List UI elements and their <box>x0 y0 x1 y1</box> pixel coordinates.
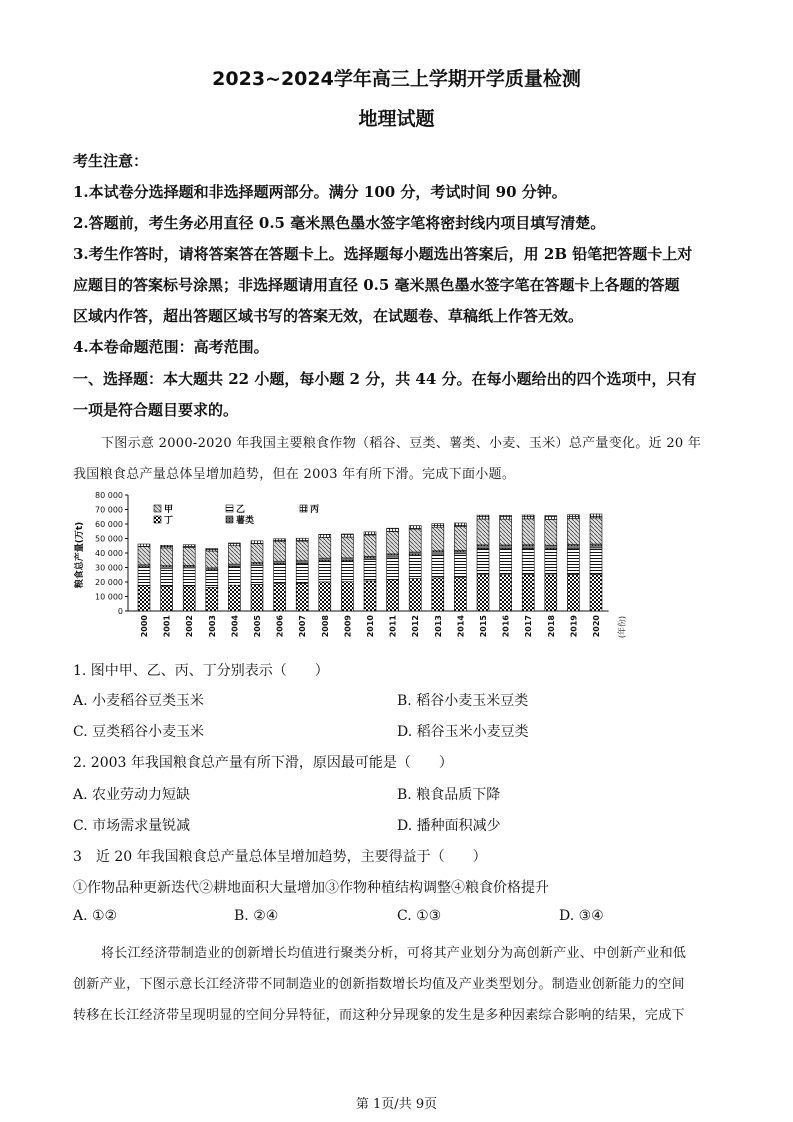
bar-segment-bing <box>274 539 286 542</box>
bar-segment-ding <box>364 581 376 611</box>
x-tick-label: 2019 <box>569 615 579 638</box>
bar-segment-yi <box>319 561 331 582</box>
bar-segment-bing <box>545 516 557 520</box>
bar-segment-bing <box>296 538 308 541</box>
bar <box>206 549 218 611</box>
y-tick-label: 60 000 <box>95 520 123 529</box>
bar-segment-yi <box>409 555 421 578</box>
bar-segment-jia <box>409 529 421 552</box>
bar-segment-yi <box>228 567 240 585</box>
x-tick-label: 2012 <box>411 615 421 638</box>
bar <box>432 524 444 611</box>
bar-segment-ding <box>409 579 421 611</box>
x-tick-label: 2017 <box>524 615 534 638</box>
bar-segment-shu <box>319 558 331 561</box>
bar-segment-bing <box>432 524 444 527</box>
bar-segment-yi <box>387 557 399 579</box>
exam-title: 2023~2024学年高三上学期开学质量检测 <box>212 68 581 90</box>
bar-segment-ding <box>251 584 263 611</box>
notice-item: 2.答题前，考生务必用直径 0.5 毫米黑色墨水签字笔将密封线内项目填写清楚。 <box>73 214 606 232</box>
bar-segment-yi <box>500 549 512 575</box>
bar-segment-shu <box>409 552 421 555</box>
bar-segment-ding <box>432 578 444 611</box>
x-tick-label: 2006 <box>275 615 285 638</box>
bar-segment-bing <box>251 541 263 544</box>
bar-segment-jia <box>567 519 579 545</box>
bar-segment-bing <box>409 526 421 529</box>
bar-segment-shu <box>522 545 534 549</box>
bar-segment-ding <box>545 575 557 611</box>
bar <box>296 538 308 611</box>
x-tick-label: 2014 <box>456 615 466 638</box>
page-number: 第 1页/共 9页 <box>355 1097 438 1112</box>
legend-label: 乙 <box>236 505 246 515</box>
y-tick-label: 20 000 <box>95 578 123 587</box>
bar-segment-shu <box>183 565 195 568</box>
bar-segment-yi <box>341 561 353 582</box>
legend-entry <box>226 514 254 526</box>
x-tick-label: 2001 <box>162 615 172 638</box>
bar-segment-shu <box>432 551 444 554</box>
bar-segment-jia <box>228 546 240 564</box>
bar-segment-bing <box>161 545 173 548</box>
x-tick-label: 2010 <box>366 615 375 638</box>
bar <box>454 523 466 611</box>
bar <box>409 526 421 611</box>
bar-segment-ding <box>477 575 489 611</box>
legend-entry <box>154 515 173 526</box>
intro-paragraph: 创新产业，下图示意长江经济带不同制造业的创新指数增长均值及产业类型划分。制造业创新能力的空间 <box>73 977 685 992</box>
section-heading: 一、选择题：本大题共 22 小题，每小题 2 分，共 44 分。在每小题给出的四个选项中，只有 <box>73 370 697 388</box>
bar-segment-yi <box>590 548 602 574</box>
bar-segment-shu <box>274 561 286 564</box>
bar-segment-jia <box>500 519 512 545</box>
bar-segment-jia <box>206 551 218 568</box>
legend-swatch <box>154 505 161 512</box>
bar-segment-shu <box>251 563 263 566</box>
bar-segment-jia <box>454 527 466 551</box>
bar-segment-jia <box>319 537 331 558</box>
question-3-stem: 3 近 20 年我国粮食总产量总体呈增加趋势，主要得益于（ ） <box>73 849 487 865</box>
bar-segment-shu <box>364 556 376 559</box>
bar-segment-bing <box>183 545 195 548</box>
notice-item: 区域内作答，超出答题区域书写的答案无效，在试题卷、草稿纸上作答无效。 <box>73 307 584 325</box>
notice-item: 4.本卷命题范围：高考范围。 <box>73 338 269 356</box>
bar-segment-bing <box>522 515 534 519</box>
bar-segment-bing <box>341 534 353 537</box>
y-tick-label: 0 <box>117 607 123 616</box>
bar-segment-shu <box>590 544 602 548</box>
intro-paragraph: 下图示意 2000-2020 年我国主要粮食作物（稻谷、豆类、薯类、小麦、玉米）总产量变化。近 20 年 <box>101 436 702 451</box>
legend-entry <box>226 504 245 515</box>
bar-segment-bing <box>206 549 218 551</box>
x-tick-label: 2007 <box>298 615 308 638</box>
bar-segment-jia <box>477 519 489 545</box>
bar <box>567 515 579 611</box>
intro-paragraph: 将长江经济带制造业的创新增长均值进行聚类分析，可将其产业划分为高创新产业、中创新产业和低 <box>101 946 687 961</box>
bar-segment-ding <box>454 578 466 611</box>
bar-segment-ding <box>387 580 399 611</box>
x-tick-label: 2002 <box>185 615 195 638</box>
bar-segment-shu <box>454 550 466 554</box>
bar-segment-jia <box>251 544 263 563</box>
subject-title: 地理试题 <box>358 108 435 130</box>
y-tick-label: 70 000 <box>95 505 123 515</box>
legend-swatch <box>226 516 233 523</box>
question-2-option-a[interactable]: A. 农业劳动力短缺 <box>73 787 191 803</box>
bar-segment-bing <box>228 543 240 546</box>
bar <box>319 534 331 611</box>
x-tick-label: 2013 <box>433 615 443 638</box>
x-tick-label: 2016 <box>501 615 511 638</box>
notice-item: 1.本试卷分选择题和非选择题两部分。满分 100 分，考试时间 90 分钟。 <box>73 183 567 201</box>
bar-segment-ding <box>274 584 286 611</box>
bar-segment-ding <box>228 585 240 611</box>
legend-entry <box>154 504 173 515</box>
bar <box>477 515 489 611</box>
question-2-option-d[interactable]: D. 播种面积减少 <box>397 818 501 834</box>
bar <box>183 545 195 611</box>
bar-segment-shu <box>206 568 218 570</box>
bar <box>228 543 240 611</box>
bar-segment-shu <box>138 565 150 568</box>
intro-paragraph: 转移在长江经济带呈现明显的空间分异特征，而这种分异现象的发生是多种因素综合影响的结果，完成下 <box>73 1008 685 1023</box>
bar-segment-yi <box>138 567 150 585</box>
x-tick-label: 2020 <box>592 615 601 638</box>
legend-label: 甲 <box>164 505 174 515</box>
legend-swatch <box>300 505 307 512</box>
bar-segment-yi <box>296 564 308 584</box>
x-tick-label: 2005 <box>253 615 262 638</box>
notice-item: 应题目的答案标号涂黑；非选择题请用直径 0.5 毫米黑色墨水签字笔在答题卡上各题的答题 <box>73 276 680 294</box>
bar-segment-jia <box>296 541 308 561</box>
bar-segment-jia <box>161 548 173 566</box>
chart-bars <box>138 514 602 637</box>
bar <box>364 532 376 611</box>
bar-segment-jia <box>590 518 602 544</box>
question-3-option-b[interactable]: B. ②④ <box>234 908 279 924</box>
bar-segment-ding <box>183 586 195 611</box>
legend-swatch <box>226 505 233 512</box>
bar-segment-jia <box>522 519 534 545</box>
bar-segment-bing <box>567 515 579 519</box>
bar-segment-yi <box>274 564 286 583</box>
bar-segment-ding <box>522 575 534 611</box>
x-tick-label: 2003 <box>207 615 217 638</box>
section-heading: 一项是符合题目要求的。 <box>73 401 239 419</box>
bar-segment-shu <box>296 561 308 564</box>
bar-segment-ding <box>138 586 150 611</box>
y-tick-label: 10 000 <box>95 592 123 602</box>
legend-swatch <box>154 516 161 523</box>
legend-entry <box>300 503 319 515</box>
bar-segment-ding <box>567 574 579 611</box>
bar-segment-bing <box>477 515 489 519</box>
question-1-option-d[interactable]: D. 稻谷玉米小麦豆类 <box>397 724 529 740</box>
x-tick-label: 2000 <box>140 615 149 638</box>
bar-segment-shu <box>228 564 240 567</box>
bar-segment-bing <box>364 532 376 535</box>
bar-segment-shu <box>161 566 173 569</box>
bar-segment-shu <box>387 554 399 557</box>
y-tick-label: 40 000 <box>95 549 123 558</box>
question-1-option-c[interactable]: C. 豆类稻谷小麦玉米 <box>73 724 205 740</box>
bar-segment-ding <box>590 574 602 611</box>
bar-segment-ding <box>500 575 512 611</box>
bar-segment-bing <box>387 528 399 531</box>
y-tick-label: 30 000 <box>95 563 123 573</box>
legend-label: 丁 <box>164 516 174 526</box>
question-2-option-b[interactable]: B. 粮食品质下降 <box>397 787 501 803</box>
question-3-options-text: ①作物品种更新迭代②耕地面积大量增加③作物种植结构调整④粮食价格提升 <box>73 880 549 896</box>
bar <box>545 516 557 611</box>
bar-segment-yi <box>183 568 195 586</box>
notice-item: 3.考生作答时，请将答案答在答题卡上。选择题每小题选出答案后，用 2B 铅笔把答题卡上对 <box>73 245 693 263</box>
intro-paragraph: 我国粮食总产量总体呈增加趋势，但在 2003 年有所下滑。完成下面小题。 <box>73 467 516 482</box>
bar-segment-jia <box>183 547 195 565</box>
question-3-option-a[interactable]: A. ①② <box>73 908 118 924</box>
bar-segment-yi <box>454 554 466 578</box>
legend-label: 薯类 <box>236 516 255 526</box>
bar-segment-bing <box>319 534 331 537</box>
question-2-option-c[interactable]: C. 市场需求量锐减 <box>73 818 191 834</box>
bar-segment-shu <box>477 545 489 549</box>
bar-segment-jia <box>138 547 150 565</box>
bar-segment-yi <box>251 565 263 584</box>
bar-segment-shu <box>500 545 512 549</box>
question-2-stem: 2. 2003 年我国粮食总产量有所下滑，原因最可能是（ ） <box>73 755 453 771</box>
x-tick-label: 2015 <box>479 615 488 638</box>
bar <box>500 515 512 611</box>
notice-heading: 考生注意： <box>73 152 149 170</box>
bar-segment-bing <box>454 523 466 527</box>
bar-segment-yi <box>545 549 557 575</box>
bar-segment-jia <box>274 542 286 561</box>
x-tick-label: 2008 <box>320 615 330 638</box>
question-3-option-d[interactable]: D. ③④ <box>559 908 604 924</box>
y-axis-label: 粮食总产量(万t) <box>75 521 85 589</box>
question-1-option-b[interactable]: B. 稻谷小麦玉米豆类 <box>397 693 529 709</box>
bar <box>387 528 399 611</box>
bar <box>590 514 602 611</box>
bar-segment-yi <box>206 570 218 587</box>
x-tick-label: 2004 <box>230 615 240 638</box>
bar-segment-ding <box>296 583 308 611</box>
bar-segment-shu <box>567 545 579 549</box>
bar-segment-yi <box>161 568 173 586</box>
bar-segment-ding <box>341 582 353 611</box>
bar-segment-jia <box>545 519 557 545</box>
question-1-option-a[interactable]: A. 小麦稻谷豆类玉米 <box>73 693 205 709</box>
question-3-option-c[interactable]: C. ①③ <box>397 908 442 924</box>
bar-segment-ding <box>319 582 331 611</box>
bar-segment-jia <box>341 537 353 558</box>
question-1-stem: 1. 图中甲、乙、丙、丁分别表示（ ） <box>73 663 329 679</box>
bar-segment-shu <box>545 545 557 549</box>
bar-segment-yi <box>432 554 444 578</box>
chart-legend <box>154 503 319 526</box>
bar-segment-ding <box>161 586 173 611</box>
x-tick-label: 2009 <box>343 615 353 638</box>
bar-segment-yi <box>522 549 534 575</box>
bar-segment-ding <box>206 587 218 611</box>
bar-segment-bing <box>138 544 150 547</box>
bar-segment-jia <box>432 527 444 551</box>
bar <box>522 515 534 611</box>
bar-segment-yi <box>567 548 579 574</box>
bar-segment-yi <box>364 560 376 581</box>
bar <box>341 534 353 611</box>
y-tick-label: 80 000 <box>95 491 123 500</box>
bar <box>138 544 150 611</box>
legend-label: 丙 <box>310 505 320 515</box>
bar-segment-bing <box>500 515 512 519</box>
bar-segment-bing <box>590 514 602 518</box>
y-tick-label: 50 000 <box>95 534 123 544</box>
bar-segment-shu <box>341 558 353 561</box>
bar-segment-jia <box>364 535 376 556</box>
bar-segment-yi <box>477 549 489 575</box>
x-tick-label: 2018 <box>546 615 556 638</box>
bar <box>274 539 286 611</box>
bar <box>251 541 263 611</box>
x-axis-label: (年份) <box>617 615 627 639</box>
bar-segment-jia <box>387 532 399 554</box>
x-tick-label: 2011 <box>388 615 398 638</box>
grain-output-chart <box>70 485 627 650</box>
bar <box>161 545 173 611</box>
